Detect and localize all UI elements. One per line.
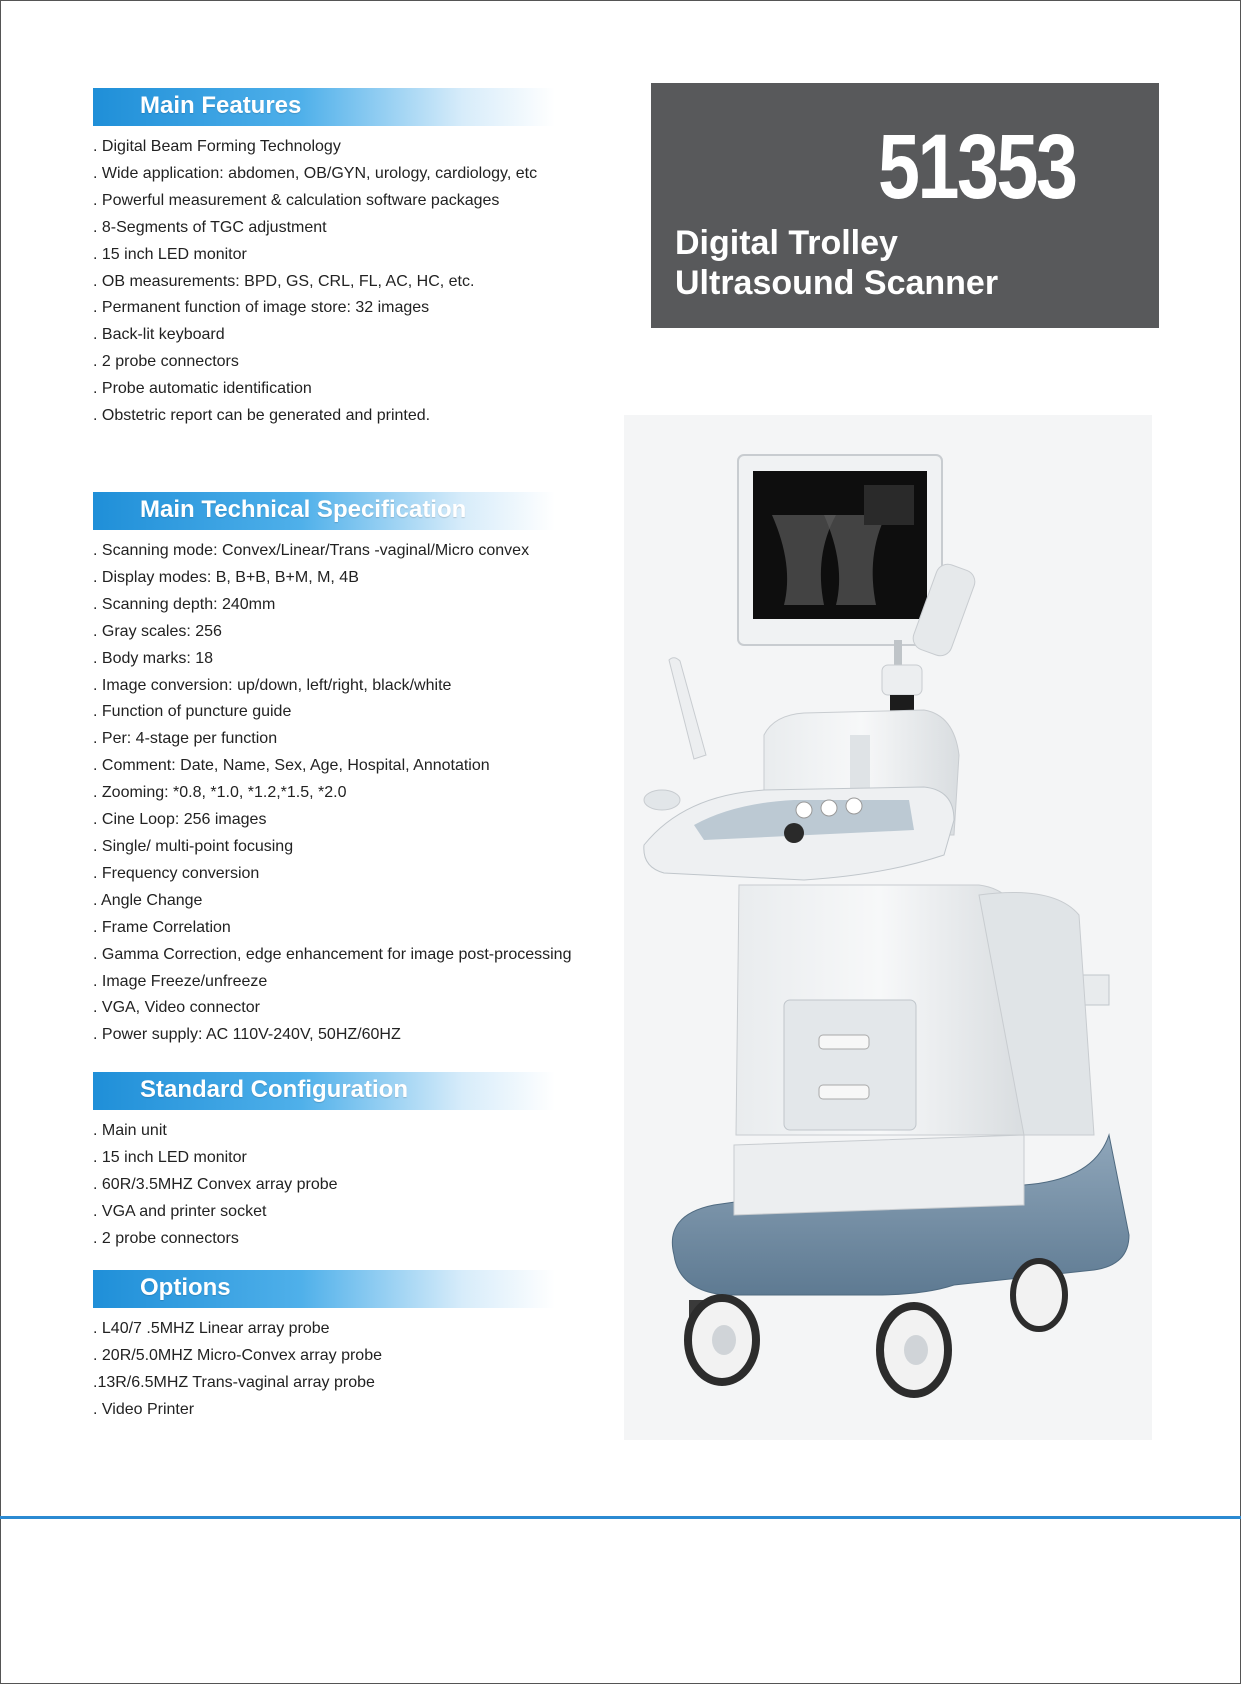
tech-spec-section (93, 492, 571, 1049)
section-header (93, 88, 555, 126)
bottom-rule (0, 1516, 1241, 1519)
list-item: . Scanning depth: 240mm (93, 592, 571, 619)
caster-wheel (880, 1306, 948, 1394)
list-item: . Scanning mode: Convex/Linear/Trans -vaginal/Micro convex (93, 538, 571, 565)
section-header (93, 492, 555, 530)
section-title: Standard Configuration (140, 1076, 408, 1103)
list-item: . Frequency conversion (93, 861, 571, 888)
product-title (675, 223, 998, 303)
feature-list (93, 134, 555, 430)
list-item: . Per: 4-stage per function (93, 726, 571, 753)
list-item: . Cine Loop: 256 images (93, 807, 571, 834)
list-item: . 2 probe connectors (93, 1226, 555, 1253)
list-item: . Frame Correlation (93, 915, 571, 942)
options-section (93, 1270, 555, 1424)
product-title-line-2: Ultrasound Scanner (675, 264, 999, 302)
section-header (93, 1270, 555, 1308)
list-item: . Powerful measurement & calculation software packages (93, 188, 555, 215)
product-title-line-1: Digital Trolley (675, 224, 898, 262)
list-item: . Gray scales: 256 (93, 619, 571, 646)
list-item: . Comment: Date, Name, Sex, Age, Hospital, Annotation (93, 753, 571, 780)
list-item: . VGA, Video connector (93, 995, 571, 1022)
list-item: . Display modes: B, B+B, B+M, M, 4B (93, 565, 571, 592)
list-item: . Power supply: AC 110V-240V, 50HZ/60HZ (93, 1022, 571, 1049)
list-item: . Image Freeze/unfreeze (93, 969, 571, 996)
list-item: . Digital Beam Forming Technology (93, 134, 555, 161)
list-item: . Body marks: 18 (93, 646, 571, 673)
list-item: . Wide application: abdomen, OB/GYN, urology, cardiology, etc (93, 161, 555, 188)
list-item: . 8-Segments of TGC adjustment (93, 215, 555, 242)
list-item: . VGA and printer socket (93, 1199, 555, 1226)
config-list (93, 1118, 555, 1253)
standard-config-section (93, 1072, 555, 1253)
list-item: . OB measurements: BPD, GS, CRL, FL, AC, HC, etc. (93, 269, 555, 296)
list-item: . 15 inch LED monitor (93, 242, 555, 269)
list-item: . Zooming: *0.8, *1.0, *1.2,*1.5, *2.0 (93, 780, 571, 807)
section-header (93, 1072, 555, 1110)
list-item: . L40/7 .5MHZ Linear array probe (93, 1316, 555, 1343)
section-title: Options (140, 1274, 231, 1301)
options-list (93, 1316, 555, 1424)
list-item: . Probe automatic identification (93, 376, 555, 403)
list-item: . Permanent function of image store: 32 images (93, 295, 555, 322)
list-item: . Back-lit keyboard (93, 322, 555, 349)
caster-wheel (688, 1298, 756, 1382)
list-item: . Main unit (93, 1118, 555, 1145)
list-item: . Function of puncture guide (93, 699, 571, 726)
list-item: . 2 probe connectors (93, 349, 555, 376)
ultrasound-trolley-illustration (624, 415, 1152, 1440)
product-photo (624, 415, 1152, 1440)
spec-list (93, 538, 571, 1049)
list-item: . Angle Change (93, 888, 571, 915)
list-item: . Gamma Correction, edge enhancement for image post-processing (93, 942, 571, 969)
section-title: Main Technical Specification (140, 496, 467, 523)
list-item: . 20R/5.0MHZ Micro-Convex array probe (93, 1343, 555, 1370)
list-item: . Obstetric report can be generated and printed. (93, 403, 555, 430)
list-item: . 15 inch LED monitor (93, 1145, 555, 1172)
list-item: . Single/ multi-point focusing (93, 834, 571, 861)
model-number: 51353 (878, 116, 1076, 218)
caster-wheel (1013, 1261, 1065, 1329)
main-features-section (93, 88, 555, 430)
list-item: . 60R/3.5MHZ Convex array probe (93, 1172, 555, 1199)
list-item: . Video Printer (93, 1397, 555, 1424)
product-title-box (651, 83, 1159, 328)
list-item: . 13R/6.5MHZ Trans-vaginal array probe (93, 1370, 555, 1397)
list-item: . Image conversion: up/down, left/right, black/white (93, 673, 571, 700)
section-title: Main Features (140, 92, 302, 119)
